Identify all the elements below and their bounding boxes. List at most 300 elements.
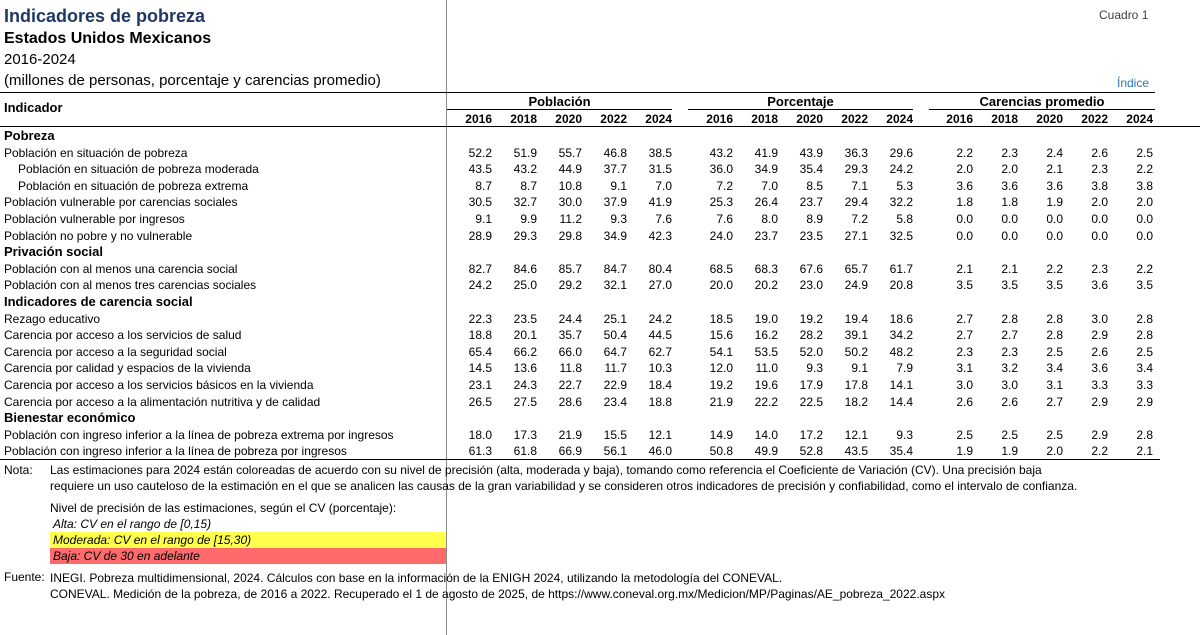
value-cell: 35.4 — [889, 444, 913, 459]
value-cell: 22.2 — [754, 394, 778, 409]
value-cell: 27.5 — [513, 394, 537, 409]
precision-title: Nivel de precisión de las estimaciones, según el CV (porcentaje): — [50, 501, 397, 515]
value-cell: 44.9 — [558, 162, 582, 177]
section-title: Pobreza — [4, 128, 55, 143]
value-cell: 11.0 — [755, 361, 778, 376]
value-cell: 3.5 — [1046, 278, 1063, 293]
value-cell: 35.4 — [799, 162, 823, 177]
value-cell: 20.8 — [889, 278, 913, 293]
value-cell: 9.1 — [610, 178, 627, 193]
value-cell: 18.6 — [889, 311, 913, 326]
table-row — [0, 327, 1160, 344]
indicator-label: Rezago educativo — [4, 311, 101, 326]
value-cell: 32.7 — [513, 195, 537, 210]
precision-moderate — [50, 532, 446, 548]
value-cell: 2.1 — [1001, 261, 1018, 276]
section-header-row — [0, 128, 1160, 145]
table-row — [0, 161, 1160, 178]
value-cell: 38.5 — [648, 145, 672, 160]
value-cell: 17.8 — [844, 378, 868, 392]
value-cell: 1.9 — [1046, 195, 1063, 210]
value-cell: 2.2 — [956, 145, 973, 160]
precision-high-text: Alta: CV en el rango de [0,15) — [53, 517, 212, 531]
value-cell: 31.5 — [648, 162, 672, 177]
year-header: 2016 — [706, 112, 733, 126]
value-cell: 24.3 — [513, 378, 537, 392]
value-cell: 53.5 — [754, 344, 778, 359]
value-cell: 21.9 — [709, 394, 733, 409]
value-cell: 2.5 — [1046, 344, 1063, 359]
value-cell: 64.7 — [603, 344, 627, 359]
value-cell: 0.0 — [1046, 228, 1063, 243]
value-cell: 0.0 — [1046, 212, 1063, 226]
value-cell: 30.0 — [558, 195, 582, 210]
value-cell: 2.0 — [1001, 162, 1018, 177]
value-cell: 51.9 — [513, 145, 537, 160]
value-cell: 68.5 — [709, 261, 733, 276]
value-cell: 18.8 — [648, 394, 672, 409]
value-cell: 39.1 — [844, 328, 868, 343]
value-cell: 18.5 — [709, 311, 733, 326]
table-row — [0, 261, 1160, 278]
header-bottom-rule — [0, 126, 1200, 127]
value-cell: 2.2 — [1046, 261, 1063, 276]
value-cell: 2.0 — [1091, 195, 1108, 210]
table-number: Cuadro 1 — [1099, 8, 1149, 22]
value-cell: 49.9 — [754, 444, 778, 459]
value-cell: 2.9 — [1091, 427, 1108, 442]
value-cell: 17.9 — [799, 378, 823, 392]
value-cell: 61.3 — [468, 444, 492, 459]
value-cell: 42.3 — [648, 228, 672, 243]
value-cell: 2.6 — [1091, 145, 1108, 160]
value-cell: 8.5 — [806, 178, 823, 193]
value-cell: 50.8 — [709, 444, 733, 459]
year-header: 2024 — [645, 112, 672, 126]
table-row — [0, 427, 1160, 444]
value-cell: 2.8 — [1136, 427, 1153, 442]
indicator-label: Población vulnerable por ingresos — [4, 212, 185, 226]
value-cell: 32.2 — [889, 195, 913, 210]
value-cell: 36.3 — [844, 145, 868, 160]
value-cell: 41.9 — [754, 145, 778, 160]
value-cell: 9.3 — [896, 427, 913, 442]
value-cell: 2.2 — [1091, 444, 1108, 459]
section-title: Indicadores de carencia social — [4, 294, 193, 309]
table-row — [0, 394, 1160, 411]
value-cell: 34.9 — [603, 228, 627, 243]
value-cell: 2.1 — [1136, 444, 1153, 459]
value-cell: 0.0 — [1091, 212, 1108, 226]
value-cell: 9.9 — [520, 212, 537, 226]
value-cell: 19.6 — [754, 378, 778, 392]
indicator-label: Población con al menos una carencia social — [4, 261, 238, 276]
value-cell: 65.4 — [468, 344, 492, 359]
value-cell: 68.3 — [754, 261, 778, 276]
index-link[interactable]: Índice — [1117, 76, 1150, 90]
year-header: 2024 — [886, 112, 913, 126]
precision-high — [50, 516, 446, 532]
value-cell: 3.5 — [1136, 278, 1153, 293]
value-cell: 3.8 — [1136, 178, 1153, 193]
value-cell: 52.8 — [799, 444, 823, 459]
value-cell: 23.7 — [754, 228, 778, 243]
value-cell: 2.3 — [956, 344, 973, 359]
value-cell: 3.5 — [956, 278, 973, 293]
precision-low-text: Baja: CV de 30 en adelante — [53, 549, 200, 563]
value-cell: 29.4 — [844, 195, 868, 210]
year-header: 2018 — [510, 112, 537, 126]
year-header: 2016 — [465, 112, 492, 126]
value-cell: 15.6 — [709, 328, 733, 343]
value-cell: 2.8 — [1046, 328, 1063, 343]
group-header-carencias: Carencias promedio — [979, 94, 1105, 109]
value-cell: 22.5 — [799, 394, 823, 409]
value-cell: 28.9 — [468, 228, 492, 243]
value-cell: 23.7 — [799, 195, 823, 210]
value-cell: 11.2 — [559, 212, 582, 226]
year-header: 2018 — [991, 112, 1018, 126]
value-cell: 82.7 — [468, 261, 492, 276]
value-cell: 2.8 — [1046, 311, 1063, 326]
value-cell: 7.1 — [851, 178, 868, 193]
value-cell: 5.8 — [896, 212, 913, 226]
table-row — [0, 277, 1160, 294]
value-cell: 27.1 — [844, 228, 868, 243]
indicator-label: Población con ingreso inferior a la línea de pobreza por ingresos — [4, 444, 347, 459]
value-cell: 37.9 — [603, 195, 627, 210]
value-cell: 32.1 — [603, 278, 627, 293]
value-cell: 14.5 — [468, 361, 492, 376]
value-cell: 3.5 — [1001, 278, 1018, 293]
value-cell: 16.2 — [754, 328, 778, 343]
table-row — [0, 344, 1160, 361]
value-cell: 2.2 — [1136, 261, 1153, 276]
value-cell: 29.8 — [558, 228, 582, 243]
year-header: 2020 — [555, 112, 582, 126]
value-cell: 2.7 — [956, 311, 973, 326]
table-row — [0, 211, 1160, 228]
value-cell: 1.8 — [956, 195, 973, 210]
value-cell: 2.4 — [1046, 145, 1063, 160]
value-cell: 21.9 — [558, 427, 582, 442]
value-cell: 55.7 — [558, 145, 582, 160]
value-cell: 50.4 — [603, 328, 627, 343]
year-header: 2022 — [600, 112, 627, 126]
year-header: 2016 — [946, 112, 973, 126]
value-cell: 0.0 — [1136, 212, 1153, 226]
value-cell: 0.0 — [956, 212, 973, 226]
value-cell: 20.1 — [513, 328, 537, 343]
value-cell: 2.6 — [1091, 344, 1108, 359]
value-cell: 3.1 — [956, 361, 973, 376]
value-cell: 84.6 — [513, 261, 537, 276]
value-cell: 2.6 — [956, 394, 973, 409]
value-cell: 2.9 — [1136, 394, 1153, 409]
value-cell: 2.7 — [956, 328, 973, 343]
value-cell: 44.5 — [648, 328, 672, 343]
value-cell: 0.0 — [1136, 228, 1153, 243]
indicator-label: Población con al menos tres carencias sociales — [4, 278, 257, 293]
group-header-porcentaje: Porcentaje — [767, 94, 834, 109]
source-label: Fuente: — [4, 570, 45, 584]
value-cell: 2.5 — [1046, 427, 1063, 442]
value-cell: 66.2 — [513, 344, 537, 359]
value-cell: 14.0 — [754, 427, 778, 442]
value-cell: 36.0 — [709, 162, 733, 177]
value-cell: 1.9 — [1001, 444, 1018, 459]
indicator-label: Población con ingreso inferior a la línea de pobreza extrema por ingresos — [4, 427, 394, 442]
value-cell: 24.2 — [648, 311, 672, 326]
value-cell: 22.9 — [603, 378, 627, 392]
value-cell: 20.2 — [754, 278, 778, 293]
value-cell: 46.8 — [603, 145, 627, 160]
value-cell: 23.5 — [799, 228, 823, 243]
value-cell: 2.9 — [1091, 394, 1108, 409]
table-row — [0, 194, 1160, 211]
year-header: 2024 — [1126, 112, 1153, 126]
value-cell: 2.3 — [1091, 162, 1108, 177]
value-cell: 23.1 — [468, 378, 492, 392]
value-cell: 24.0 — [709, 228, 733, 243]
table-row — [0, 443, 1160, 460]
value-cell: 19.2 — [709, 378, 733, 392]
indicator-label: Carencia por acceso a los servicios básicos en la vivienda — [4, 378, 314, 392]
value-cell: 2.0 — [1046, 444, 1063, 459]
value-cell: 1.8 — [1001, 195, 1018, 210]
value-cell: 2.7 — [1001, 328, 1018, 343]
indicator-label: Carencia por calidad y espacios de la vivienda — [4, 361, 251, 376]
value-cell: 3.6 — [1091, 278, 1108, 293]
value-cell: 29.2 — [558, 278, 582, 293]
value-cell: 20.0 — [709, 278, 733, 293]
group-header-poblacion: Población — [528, 94, 591, 109]
value-cell: 3.4 — [1136, 361, 1153, 376]
value-cell: 35.7 — [558, 328, 582, 343]
value-cell: 8.0 — [761, 212, 778, 226]
value-cell: 65.7 — [844, 261, 868, 276]
value-cell: 25.0 — [513, 278, 537, 293]
value-cell: 3.1 — [1046, 378, 1063, 392]
value-cell: 12.1 — [844, 427, 868, 442]
value-cell: 61.8 — [513, 444, 537, 459]
year-header: 2020 — [796, 112, 823, 126]
value-cell: 7.0 — [761, 178, 778, 193]
value-cell: 2.3 — [1001, 145, 1018, 160]
value-cell: 26.5 — [468, 394, 492, 409]
indicator-label: Población en situación de pobreza — [4, 145, 188, 160]
value-cell: 3.6 — [956, 178, 973, 193]
value-cell: 12.1 — [648, 427, 672, 442]
source-line1: INEGI. Pobreza multidimensional, 2024. Cálculos con base en la información de la ENIGH 2024, utilizando la metodología del CONEVAL. — [50, 571, 783, 585]
value-cell: 3.3 — [1091, 378, 1108, 392]
value-cell: 29.3 — [844, 162, 868, 177]
value-cell: 19.4 — [844, 311, 868, 326]
year-header: 2022 — [1081, 112, 1108, 126]
table-bottom-rule — [0, 459, 1160, 460]
group-underline-porcentaje — [688, 109, 913, 110]
value-cell: 3.2 — [1001, 361, 1018, 376]
value-cell: 19.2 — [799, 311, 823, 326]
value-cell: 46.0 — [648, 444, 672, 459]
value-cell: 34.2 — [889, 328, 913, 343]
value-cell: 0.0 — [956, 228, 973, 243]
value-cell: 29.6 — [889, 145, 913, 160]
value-cell: 3.4 — [1046, 361, 1063, 376]
value-cell: 2.5 — [1136, 344, 1153, 359]
page-title: Indicadores de pobreza — [4, 6, 206, 26]
value-cell: 34.9 — [754, 162, 778, 177]
value-cell: 29.3 — [513, 228, 537, 243]
value-cell: 9.3 — [806, 361, 823, 376]
value-cell: 41.9 — [648, 195, 672, 210]
value-cell: 3.3 — [1136, 378, 1153, 392]
value-cell: 52.0 — [799, 344, 823, 359]
value-cell: 2.0 — [956, 162, 973, 177]
section-header-row — [0, 410, 1160, 427]
value-cell: 2.1 — [1046, 162, 1063, 177]
value-cell: 3.6 — [1046, 178, 1063, 193]
value-cell: 0.0 — [1001, 212, 1018, 226]
value-cell: 3.6 — [1091, 361, 1108, 376]
header-top-rule — [0, 92, 1155, 93]
section-header-row — [0, 294, 1160, 311]
value-cell: 18.2 — [844, 394, 868, 409]
value-cell: 43.9 — [799, 145, 823, 160]
value-cell: 2.8 — [1001, 311, 1018, 326]
value-cell: 43.2 — [513, 162, 537, 177]
value-cell: 18.4 — [648, 378, 672, 392]
value-cell: 52.2 — [468, 145, 492, 160]
indicator-label: Carencia por acceso a la seguridad social — [4, 344, 227, 359]
value-cell: 2.8 — [1136, 311, 1153, 326]
value-cell: 22.3 — [468, 311, 492, 326]
value-cell: 8.7 — [520, 178, 537, 193]
value-cell: 28.6 — [558, 394, 582, 409]
indicator-label: Carencia por acceso a los servicios de salud — [4, 328, 242, 343]
value-cell: 85.7 — [558, 261, 582, 276]
value-cell: 54.1 — [709, 344, 733, 359]
value-cell: 2.3 — [1001, 344, 1018, 359]
value-cell: 7.9 — [896, 361, 913, 376]
value-cell: 18.0 — [468, 427, 492, 442]
value-cell: 2.5 — [1001, 427, 1018, 442]
section-title: Bienestar económico — [4, 410, 136, 426]
value-cell: 12.0 — [709, 361, 733, 376]
value-cell: 9.1 — [475, 212, 492, 226]
value-cell: 3.6 — [1001, 178, 1018, 193]
year-header: 2022 — [841, 112, 868, 126]
value-cell: 67.6 — [799, 261, 823, 276]
value-cell: 0.0 — [1001, 228, 1018, 243]
value-cell: 23.5 — [513, 311, 537, 326]
value-cell: 11.7 — [604, 361, 627, 376]
value-cell: 5.3 — [896, 178, 913, 193]
precision-moderate-text: Moderada: CV en el rango de [15,30) — [53, 533, 252, 547]
value-cell: 24.2 — [468, 278, 492, 293]
section-header-row — [0, 244, 1160, 261]
value-cell: 9.3 — [610, 212, 627, 226]
value-cell: 2.6 — [1001, 394, 1018, 409]
value-cell: 43.2 — [709, 145, 733, 160]
value-cell: 14.1 — [889, 378, 913, 392]
value-cell: 24.9 — [844, 278, 868, 293]
value-cell: 80.4 — [648, 261, 672, 276]
value-cell: 43.5 — [468, 162, 492, 177]
value-cell: 8.9 — [806, 212, 823, 226]
value-cell: 26.4 — [754, 195, 778, 210]
table-row — [0, 311, 1160, 328]
value-cell: 19.0 — [754, 311, 778, 326]
value-cell: 28.2 — [799, 328, 823, 343]
value-cell: 56.1 — [603, 444, 627, 459]
value-cell: 2.5 — [1136, 145, 1153, 160]
value-cell: 48.2 — [889, 344, 913, 359]
value-cell: 7.2 — [716, 178, 733, 193]
table-row — [0, 145, 1160, 162]
value-cell: 7.6 — [716, 212, 733, 226]
table-row — [0, 360, 1160, 377]
group-underline-poblacion — [447, 109, 672, 110]
value-cell: 17.2 — [799, 427, 823, 442]
value-cell: 1.9 — [956, 444, 973, 459]
value-cell: 11.8 — [559, 361, 582, 376]
source-line2: CONEVAL. Medición de la pobreza, de 2016 a 2022. Recuperado el 1 de agosto de 2025, de https://www.coneval.org.mx/Medicion/MP/Paginas/AE_pobreza_2022.aspx — [50, 587, 946, 601]
indicator-label: Población no pobre y no vulnerable — [4, 228, 193, 243]
value-cell: 27.0 — [648, 278, 672, 293]
value-cell: 2.2 — [1136, 162, 1153, 177]
value-cell: 2.7 — [1046, 394, 1063, 409]
value-cell: 25.1 — [603, 311, 627, 326]
table-row — [0, 377, 1160, 394]
page-subtitle: Estados Unidos Mexicanos — [4, 30, 212, 47]
group-underline-carencias — [929, 109, 1155, 110]
note-label: Nota: — [4, 463, 33, 477]
value-cell: 3.0 — [1091, 311, 1108, 326]
note-text-line1: Las estimaciones para 2024 están coloreadas de acuerdo con su nivel de precisión (alta, moderada y baja), tomando como referencia el Coeficiente de Variación (CV). Una precisión baja — [50, 463, 1042, 477]
indicator-column-header: Indicador — [4, 100, 63, 115]
value-cell: 0.0 — [1091, 228, 1108, 243]
value-cell: 66.0 — [558, 344, 582, 359]
value-cell: 37.7 — [603, 162, 627, 177]
value-cell: 7.0 — [655, 178, 672, 193]
section-title: Privación social — [4, 244, 103, 260]
units-label: (millones de personas, porcentaje y carencias promedio) — [4, 72, 381, 89]
indicator-label: Población en situación de pobreza moderada — [18, 162, 259, 177]
indicator-label: Carencia por acceso a la alimentación nutritiva y de calidad — [4, 394, 321, 409]
year-header: 2020 — [1036, 112, 1063, 126]
indicator-label: Población vulnerable por carencias sociales — [4, 195, 238, 210]
value-cell: 3.0 — [1001, 378, 1018, 392]
value-cell: 2.9 — [1091, 328, 1108, 343]
value-cell: 3.8 — [1091, 178, 1108, 193]
value-cell: 7.6 — [655, 212, 672, 226]
value-cell: 13.6 — [513, 361, 537, 376]
value-cell: 10.8 — [558, 178, 582, 193]
note-text-line2: requiere un uso cauteloso de la estimación en el que se analicen las causas de la gran variabilidad y se consideren otros indicadores de precisión y confiabilidad, como el intervalo de confianza. — [50, 479, 1078, 493]
value-cell: 32.5 — [889, 228, 913, 243]
value-cell: 22.7 — [558, 378, 582, 392]
value-cell: 9.1 — [851, 361, 868, 376]
value-cell: 15.5 — [603, 427, 627, 442]
value-cell: 2.3 — [1091, 261, 1108, 276]
value-cell: 2.8 — [1136, 328, 1153, 343]
precision-low — [50, 548, 446, 564]
table-row — [0, 178, 1160, 195]
value-cell: 3.0 — [956, 378, 973, 392]
value-cell: 30.5 — [468, 195, 492, 210]
value-cell: 2.0 — [1136, 195, 1153, 210]
